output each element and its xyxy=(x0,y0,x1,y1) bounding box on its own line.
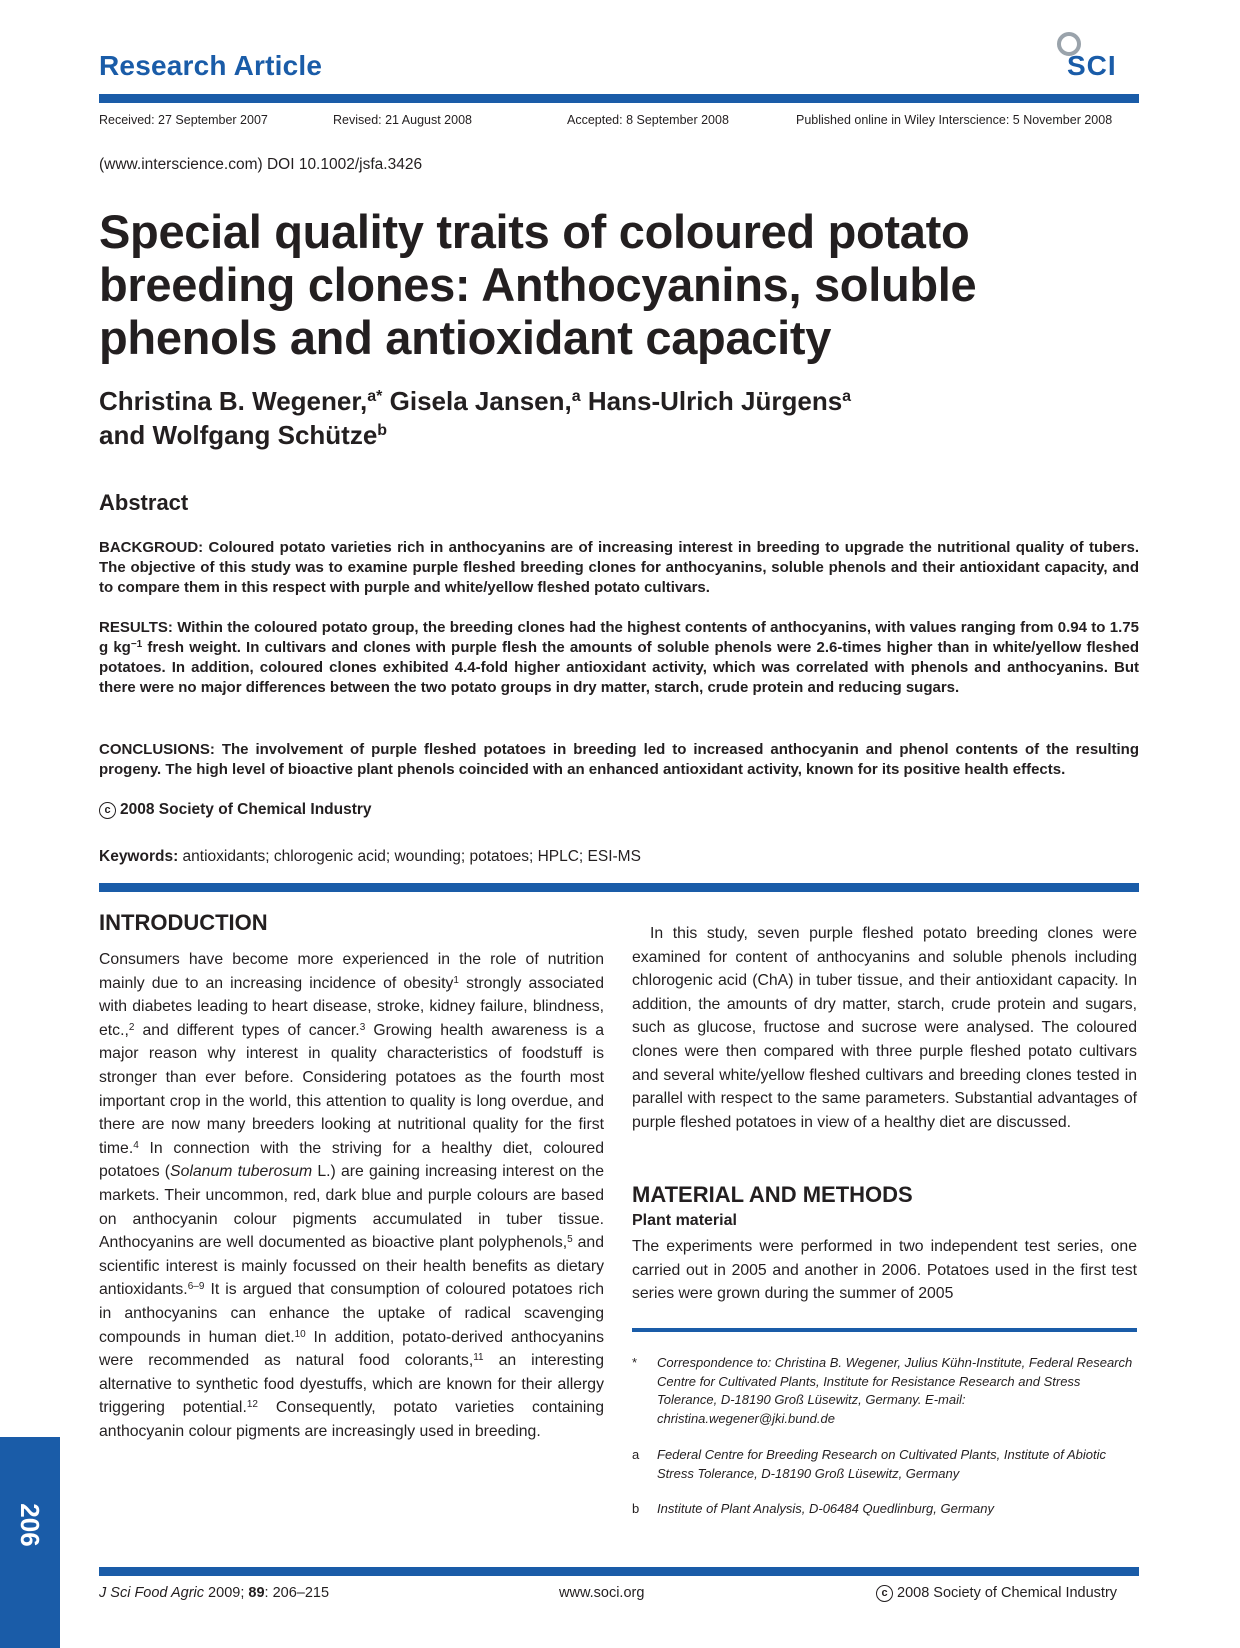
copyright-text: 2008 Society of Chemical Industry xyxy=(897,1585,1118,1601)
journal-citation xyxy=(99,1585,329,1601)
article-title: Special quality traits of coloured potato breeding clones: Anthocyanins, soluble phenols and antioxidant capacity xyxy=(99,205,977,364)
author-name: Hans-Ulrich Jürgens xyxy=(587,386,843,416)
logo-text: SCI xyxy=(1067,50,1117,81)
intro-paragraph: Consumers have become more experienced in the role of nutrition mainly due to an increasing incidence of obesity$^1$ strongly associated with diabetes leading to heart disease, stroke, kidney failure, blindness, etc.,$^2$ and different types of cancer.$^3$ Growing health awareness is a major reason why interest in quality characteristics of foodstuff is stronger than ever before. Considering potatoes as the fourth most important crop in the world, this attention to quality is long overdue, and there are now many breeders looking at nutritional quality for the first time.$^4$ In connection with the striving for a healthy diet, coloured potatoes (Solanum tuberosum L.) are gaining increasing interest on the markets. Their uncommon, red, dark blue and purple colours are based on anthocyanin colour pigments accumulated in tuber tissue. Anthocyanins are well documented as bioactive plant polyphenols,$^5$ and scientific interest is mainly focussed on their health benefits as dietary antioxidants.$^{6-9}$ It is argued that consumption of coloured potatoes rich in anthocyanins can enhance the uptake of radical scavenging compounds in human diet.$^{10}$ In addition, potato-derived anthocyanins were recommended as natural food colorants,$^{11}$ an interesting alternative to synthetic food dyestuffs, which are known for their allergy triggering potential.$^{12}$ Consequently, potato varieties containing anthocyanin colour pigments are increasingly used in breeding. xyxy=(99,951,605,1440)
journal-year: 2009; xyxy=(204,1585,249,1601)
published-date: Published online in Wiley Interscience: 5 November 2008 xyxy=(796,113,1113,127)
footer-rule xyxy=(99,1567,1139,1576)
species-name: Solanum tuberosum xyxy=(170,1163,313,1181)
footnote-mark: b xyxy=(632,1501,640,1516)
received-date: Received: 27 September 2007 xyxy=(99,113,268,127)
author-affiliation: a xyxy=(571,388,581,405)
abstract-heading: Abstract xyxy=(99,490,189,515)
page-number: 206 xyxy=(15,1503,46,1547)
abstract-results xyxy=(99,618,1139,698)
author-name: and Wolfgang Schütze xyxy=(99,420,378,450)
author-list xyxy=(99,384,1139,452)
footnote-text: Federal Centre for Breeding Research on Cultivated Plants, Institute of Abiotic Stress Tolerance, D-18190 Groß Lüsewitz, Germany xyxy=(657,1447,1106,1481)
copyright-icon: c xyxy=(99,802,116,819)
methods-heading: MATERIAL AND METHODS xyxy=(632,1182,913,1207)
journal-pages: : 206–215 xyxy=(264,1585,330,1601)
keywords-label: Keywords: xyxy=(99,848,179,865)
accepted-date: Accepted: 8 September 2008 xyxy=(567,113,729,127)
study-paragraph: In this study, seven purple fleshed potato breeding clones were examined for content of anthocyanins and soluble phenols including chlorogenic acid (ChA) in tuber tissue, and their antioxidant capacity. In addition, the amounts of dry matter, starch, crude protein and sugars, such as glucose, fructose and sucrose were analysed. The coloured clones were then compared with three purple fleshed potato cultivars and several white/yellow fleshed cultivars and breeding clones tested in parallel with respect to the same parameters. Substantial advantages of purple fleshed potatoes in view of a healthy diet are discussed. xyxy=(632,925,1137,1131)
author-name: Christina B. Wegener, xyxy=(99,386,368,416)
footnote-affiliation-a xyxy=(632,1446,1137,1483)
abstract-rule xyxy=(99,883,1139,892)
journal-name: J Sci Food Agric xyxy=(99,1585,205,1601)
copyright-icon: c xyxy=(876,1585,893,1602)
results-text-cont: fresh weight. In cultivars and clones with purple flesh the amounts of soluble phenols were 2.6-times higher than in white/yellow fleshed potatoes. In addition, coloured clones exhibited 4.4-fold higher antioxidant activity, which was correlated with phenols and anthocyanins. But there were no major differences between the two potato groups in dry matter, starch, crude protein and reducing sugars. xyxy=(99,639,1139,696)
methods-paragraph: The experiments were performed in two independent test series, one carried out in 2005 and another in 2006. Potatoes used in the first test series were grown during the summer of 2005 xyxy=(632,1238,1137,1303)
abstract-conclusions: CONCLUSIONS: The involvement of purple fleshed potatoes in breeding led to increased anthocyanin and phenol contents of the resulting progeny. The high level of bioactive plant phenols coincided with an enhanced antioxidant activity, known for its positive health effects. xyxy=(99,741,1139,778)
footnote-text: Institute of Plant Analysis, D-06484 Quedlinburg, Germany xyxy=(657,1501,994,1516)
footer-copyright xyxy=(876,1585,1117,1602)
footnote-rule xyxy=(632,1328,1137,1332)
footnote-mark: a xyxy=(632,1447,640,1462)
revised-date: Revised: 21 August 2008 xyxy=(333,113,472,127)
abstract-copyright xyxy=(99,801,372,819)
author-affiliation: b xyxy=(377,422,388,439)
keywords-list: antioxidants; chlorogenic acid; wounding; potatoes; HPLC; ESI-MS xyxy=(178,848,641,865)
article-category: Research Article xyxy=(99,50,323,81)
header-rule xyxy=(99,94,1139,103)
sci-logo xyxy=(1057,30,1137,82)
website-link[interactable]: www.soci.org xyxy=(559,1585,645,1601)
results-text: RESULTS: Within the coloured potato group, the breeding clones had the highest contents of anthocyanins, with values ranging from 0.94 to 1.75 g kg xyxy=(99,619,1139,656)
plant-material-subheading: Plant material xyxy=(632,1212,737,1229)
footnote-text: Correspondence to: Christina B. Wegener, Julius Kühn-Institute, Federal Research Centre for Cultivated Plants, Institute for Resistance Research and Stress Tolerance, D-18190 Groß Lüsewitz, Germany. E-mail: christina.wegener@jki.bund.de xyxy=(657,1355,1133,1426)
journal-volume: 89 xyxy=(248,1585,265,1601)
footnote-correspondence xyxy=(632,1354,1137,1428)
abstract-background: BACKGROUD: Coloured potato varieties rich in anthocyanins are of increasing interest in breeding to upgrade the nutritional quality of tubers. The objective of this study was to examine purple fleshed breeding clones for anthocyanins, soluble phenols and their antioxidant capacity, and to compare them in this respect with purple and white/yellow fleshed potato cultivars. xyxy=(99,539,1139,596)
footnote-affiliation-b xyxy=(632,1500,1137,1519)
author-name: Gisela Jansen, xyxy=(389,386,572,416)
keywords xyxy=(99,848,641,866)
copyright-text: 2008 Society of Chemical Industry xyxy=(120,801,372,818)
author-affiliation: a* xyxy=(367,388,383,405)
author-affiliation: a xyxy=(842,388,852,405)
intro-heading: INTRODUCTION xyxy=(99,910,268,935)
results-superscript: −1 xyxy=(130,639,143,650)
footnote-mark: * xyxy=(632,1355,638,1370)
doi: (www.interscience.com) DOI 10.1002/jsfa.3426 xyxy=(99,156,423,173)
